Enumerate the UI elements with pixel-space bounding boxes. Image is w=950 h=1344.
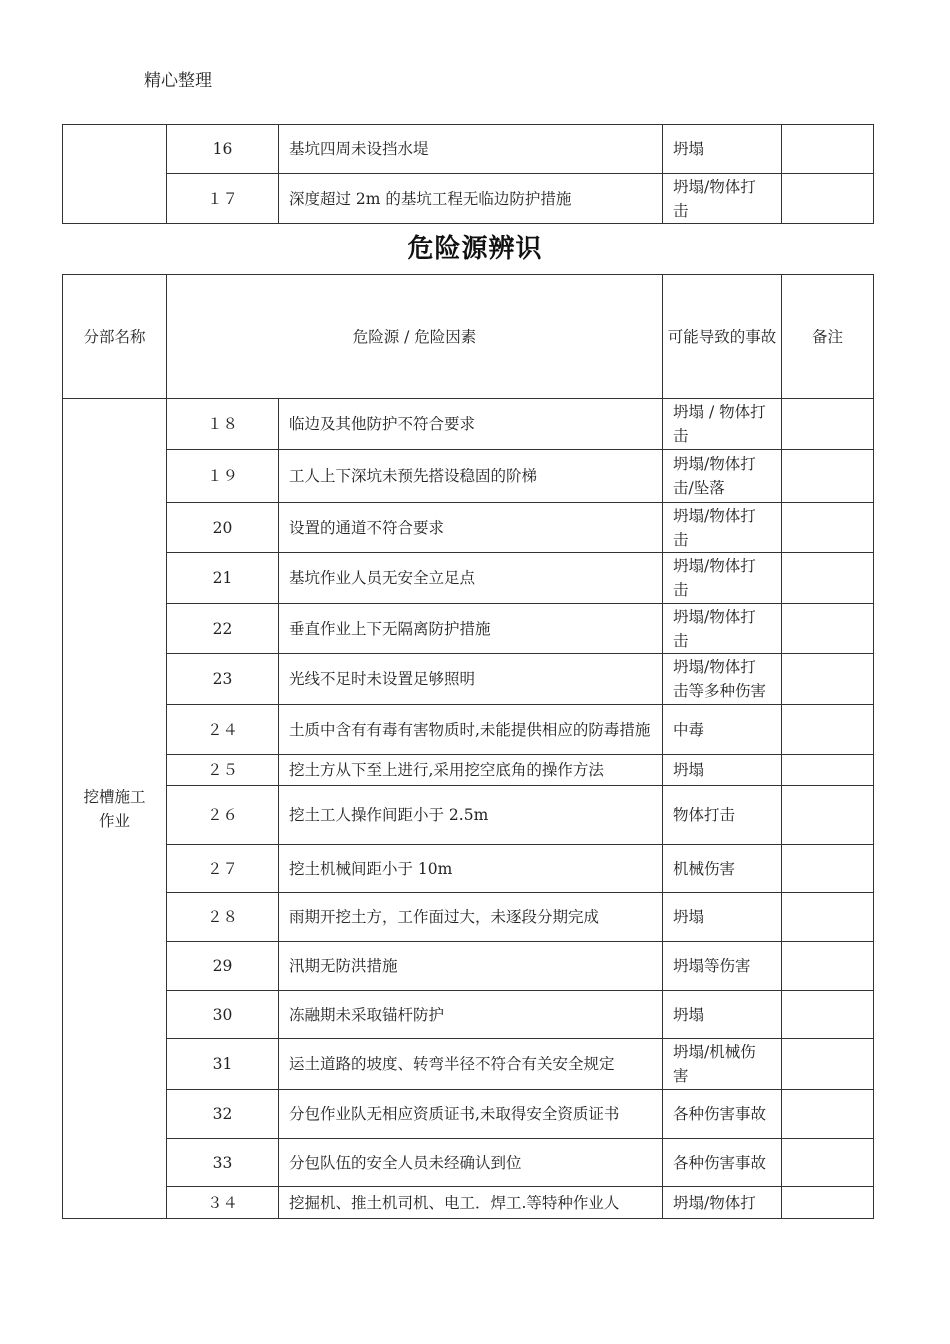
table-row — [63, 503, 874, 553]
remark-cell — [782, 1039, 874, 1090]
remark-cell — [782, 991, 874, 1039]
row-number: 21 — [167, 553, 279, 604]
accident-cell: 坍塌 / 物体打击 — [663, 399, 782, 450]
division-cell-empty — [63, 125, 167, 224]
remark-cell — [782, 1090, 874, 1139]
accident-cell: 坍塌/物体打击等多种伤害 — [663, 654, 782, 705]
table-row — [63, 604, 874, 654]
remark-cell — [782, 125, 874, 174]
row-number: 22 — [167, 604, 279, 654]
row-number: 32 — [167, 1090, 279, 1139]
table-row — [63, 893, 874, 942]
table-row — [63, 1187, 874, 1219]
header-division: 分部名称 — [63, 275, 167, 399]
row-number: ２７ — [167, 845, 279, 893]
table-row — [63, 991, 874, 1039]
accident-cell: 坍塌/物体打击 — [663, 503, 782, 553]
remark-cell — [782, 893, 874, 942]
hazard-cell: 基坑作业人员无安全立足点 — [279, 553, 663, 604]
row-number: １８ — [167, 399, 279, 450]
accident-cell: 坍塌 — [663, 755, 782, 786]
remark-cell — [782, 399, 874, 450]
accident-cell: 各种伤害事故 — [663, 1139, 782, 1187]
hazard-cell: 深度超过 2m 的基坑工程无临边防护措施 — [279, 174, 663, 224]
row-number: 33 — [167, 1139, 279, 1187]
accident-cell: 中毒 — [663, 705, 782, 755]
header-hazard: 危险源 / 危险因素 — [167, 275, 663, 399]
accident-cell: 坍塌/物体打击 — [663, 604, 782, 654]
row-number: ２４ — [167, 705, 279, 755]
hazard-cell: 工人上下深坑未预先搭设稳固的阶梯 — [279, 450, 663, 503]
row-number: 23 — [167, 654, 279, 705]
hazard-cell: 分包队伍的安全人员未经确认到位 — [279, 1139, 663, 1187]
hazard-cell: 基坑四周未设挡水堤 — [279, 125, 663, 174]
hazard-cell: 汛期无防洪措施 — [279, 942, 663, 991]
remark-cell — [782, 786, 874, 845]
accident-cell: 坍塌/物体打击/坠落 — [663, 450, 782, 503]
accident-cell: 机械伤害 — [663, 845, 782, 893]
table-row — [63, 553, 874, 604]
remark-cell — [782, 604, 874, 654]
table-row — [63, 755, 874, 786]
accident-cell: 坍塌 — [663, 125, 782, 174]
remark-cell — [782, 450, 874, 503]
hazard-cell: 冻融期未采取锚杆防护 — [279, 991, 663, 1039]
accident-cell: 坍塌等伤害 — [663, 942, 782, 991]
row-number: ３４ — [167, 1187, 279, 1219]
remark-cell — [782, 553, 874, 604]
table-row — [63, 1139, 874, 1187]
remark-cell — [782, 845, 874, 893]
table-row — [63, 125, 874, 174]
accident-cell: 坍塌/物体打击 — [663, 553, 782, 604]
hazard-cell: 临边及其他防护不符合要求 — [279, 399, 663, 450]
row-number: 31 — [167, 1039, 279, 1090]
table-header-row — [63, 275, 874, 399]
remark-cell — [782, 705, 874, 755]
accident-cell: 坍塌/机械伤害 — [663, 1039, 782, 1090]
hazard-cell: 挖土工人操作间距小于 2.5m — [279, 786, 663, 845]
accident-cell: 坍塌 — [663, 893, 782, 942]
row-number: 20 — [167, 503, 279, 553]
remark-cell — [782, 1187, 874, 1219]
table-row — [63, 1090, 874, 1139]
remark-cell — [782, 755, 874, 786]
row-number: ２５ — [167, 755, 279, 786]
table-row — [63, 705, 874, 755]
hazard-cell: 分包作业队无相应资质证书,未取得安全资质证书 — [279, 1090, 663, 1139]
table-row — [63, 845, 874, 893]
table-row — [63, 786, 874, 845]
header-note: 精心整理 — [144, 71, 212, 91]
continued-hazard-table — [62, 124, 874, 224]
hazard-cell: 挖土方从下至上进行,采用挖空底角的操作方法 — [279, 755, 663, 786]
remark-cell — [782, 942, 874, 991]
hazard-cell: 挖掘机、推土机司机、电工．焊工.等特种作业人 — [279, 1187, 663, 1219]
accident-cell: 坍塌/物体打击 — [663, 174, 782, 224]
division-name-cell: 挖槽施工作业 — [63, 399, 167, 1219]
table-row — [63, 654, 874, 705]
row-number: 30 — [167, 991, 279, 1039]
remark-cell — [782, 503, 874, 553]
accident-cell: 各种伤害事故 — [663, 1090, 782, 1139]
hazard-cell: 垂直作业上下无隔离防护措施 — [279, 604, 663, 654]
row-number: 16 — [167, 125, 279, 174]
header-accident: 可能导致的事故 — [663, 275, 782, 399]
table-row — [63, 450, 874, 503]
row-number: １９ — [167, 450, 279, 503]
remark-cell — [782, 654, 874, 705]
header-remark: 备注 — [782, 275, 874, 399]
row-number: ２８ — [167, 893, 279, 942]
table-row — [63, 399, 874, 450]
remark-cell — [782, 1139, 874, 1187]
hazard-cell: 光线不足时未设置足够照明 — [279, 654, 663, 705]
row-number: ２６ — [167, 786, 279, 845]
hazard-cell: 设置的通道不符合要求 — [279, 503, 663, 553]
hazard-cell: 挖土机械间距小于 10m — [279, 845, 663, 893]
table-row — [63, 1039, 874, 1090]
row-number: 29 — [167, 942, 279, 991]
remark-cell — [782, 174, 874, 224]
hazard-cell: 雨期开挖土方，工作面过大，未逐段分期完成 — [279, 893, 663, 942]
table-row — [63, 174, 874, 224]
table-row — [63, 942, 874, 991]
hazard-identification-table — [62, 274, 874, 1219]
accident-cell: 坍塌/物体打 — [663, 1187, 782, 1219]
accident-cell: 坍塌 — [663, 991, 782, 1039]
row-number: １７ — [167, 174, 279, 224]
hazard-cell: 土质中含有有毒有害物质时,未能提供相应的防毒措施 — [279, 705, 663, 755]
hazard-cell: 运土道路的坡度、转弯半径不符合有关安全规定 — [279, 1039, 663, 1090]
page-title: 危险源辨识 — [407, 234, 543, 264]
accident-cell: 物体打击 — [663, 786, 782, 845]
